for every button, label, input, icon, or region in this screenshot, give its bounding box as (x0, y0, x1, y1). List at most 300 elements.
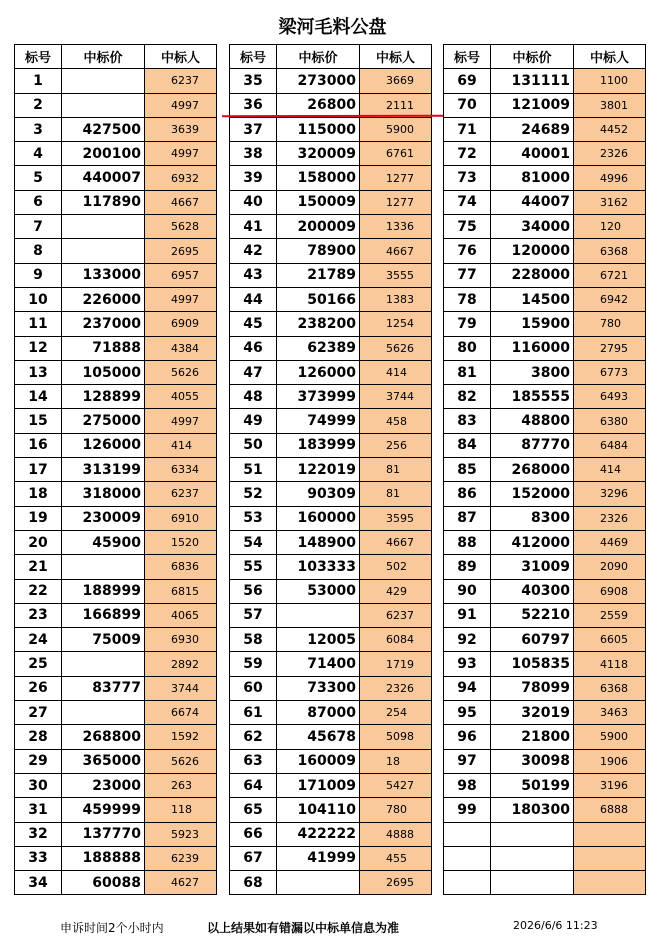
winner-id: 6773 (574, 360, 646, 384)
winning-price (277, 603, 360, 627)
table-row (444, 773, 646, 797)
winning-price: 116000 (491, 336, 574, 360)
page-title: 梁河毛料公盘 (278, 17, 387, 38)
table-row (15, 385, 217, 409)
table-row (15, 409, 217, 433)
winner-id: 1277 (360, 190, 432, 214)
winner-id: 2695 (360, 871, 432, 895)
winning-price: 32019 (491, 701, 574, 725)
table-row (230, 506, 432, 530)
table-row (444, 749, 646, 773)
winner-id: 5427 (360, 773, 432, 797)
winning-price: 237000 (62, 312, 145, 336)
winning-price: 422222 (277, 822, 360, 846)
table-row (230, 725, 432, 749)
winning-price: 60797 (491, 628, 574, 652)
lot-number: 82 (444, 385, 491, 409)
lot-number: 94 (444, 676, 491, 700)
winner-id: 6942 (574, 287, 646, 311)
lot-number: 97 (444, 749, 491, 773)
table-row (15, 798, 217, 822)
lot-number: 61 (230, 701, 277, 725)
lot-number: 58 (230, 628, 277, 652)
winner-id: 4667 (145, 190, 217, 214)
table-row (15, 117, 217, 141)
winning-price: 230009 (62, 506, 145, 530)
lot-number: 3 (15, 117, 62, 141)
table-row (444, 166, 646, 190)
winner-id: 6721 (574, 263, 646, 287)
table-row (230, 433, 432, 457)
lot-number: 42 (230, 239, 277, 263)
winner-id: 3639 (145, 117, 217, 141)
lot-number: 10 (15, 287, 62, 311)
winner-id: 414 (574, 458, 646, 482)
winning-price: 50199 (491, 773, 574, 797)
winning-price (491, 846, 574, 870)
table-row (230, 676, 432, 700)
lot-number: 77 (444, 263, 491, 287)
winner-id: 6836 (145, 555, 217, 579)
winning-price (62, 652, 145, 676)
table-row (230, 652, 432, 676)
winning-price: 62389 (277, 336, 360, 360)
winner-id: 6493 (574, 385, 646, 409)
winning-price (62, 215, 145, 239)
winner-id: 6910 (145, 506, 217, 530)
table-row (230, 336, 432, 360)
table-row (444, 482, 646, 506)
table-row (444, 603, 646, 627)
table-row (230, 482, 432, 506)
winner-id: 2559 (574, 603, 646, 627)
lot-number: 74 (444, 190, 491, 214)
winner-id: 4667 (360, 239, 432, 263)
lot-number: 25 (15, 652, 62, 676)
lot-number: 81 (444, 360, 491, 384)
lot-number: 93 (444, 652, 491, 676)
header-price: 中标价 (491, 45, 574, 69)
lot-number: 59 (230, 652, 277, 676)
lot-number: 86 (444, 482, 491, 506)
winner-id: 263 (145, 773, 217, 797)
lot-number: 23 (15, 603, 62, 627)
winning-price: 122019 (277, 458, 360, 482)
winner-id: 4667 (360, 530, 432, 554)
winning-price: 23000 (62, 773, 145, 797)
lot-number: 24 (15, 628, 62, 652)
lot-number: 73 (444, 166, 491, 190)
winning-price: 152000 (491, 482, 574, 506)
lot-number (444, 822, 491, 846)
winner-id: 254 (360, 701, 432, 725)
lot-number: 51 (230, 458, 277, 482)
lot-number: 47 (230, 360, 277, 384)
winner-id: 6237 (145, 69, 217, 93)
winner-id: 4469 (574, 530, 646, 554)
winning-price: 14500 (491, 287, 574, 311)
lot-number (444, 871, 491, 895)
winning-price: 126000 (277, 360, 360, 384)
winning-price: 87000 (277, 701, 360, 725)
lot-number: 31 (15, 798, 62, 822)
table-row (15, 287, 217, 311)
table-row (444, 579, 646, 603)
winner-id: 2795 (574, 336, 646, 360)
table-header-row (444, 45, 646, 69)
winning-price: 200100 (62, 142, 145, 166)
lot-number: 43 (230, 263, 277, 287)
table-row (444, 846, 646, 870)
lot-number: 85 (444, 458, 491, 482)
table-row (15, 555, 217, 579)
lot-number: 22 (15, 579, 62, 603)
winner-id: 6484 (574, 433, 646, 457)
lot-number: 90 (444, 579, 491, 603)
winner-id: 502 (360, 555, 432, 579)
winning-price: 34000 (491, 215, 574, 239)
table-row (230, 409, 432, 433)
lot-number: 68 (230, 871, 277, 895)
winning-price: 117890 (62, 190, 145, 214)
table-row (444, 530, 646, 554)
header-number: 标号 (230, 45, 277, 69)
table-row (15, 676, 217, 700)
lot-number: 33 (15, 846, 62, 870)
winner-id: 3555 (360, 263, 432, 287)
table-row (15, 458, 217, 482)
lot-number: 12 (15, 336, 62, 360)
winner-id: 120 (574, 215, 646, 239)
winner-id: 1520 (145, 530, 217, 554)
winning-price: 228000 (491, 263, 574, 287)
winning-price: 200009 (277, 215, 360, 239)
winner-id: 81 (360, 482, 432, 506)
table-row (230, 701, 432, 725)
winner-id: 5923 (145, 822, 217, 846)
winner-id: 6932 (145, 166, 217, 190)
table-row (15, 239, 217, 263)
winner-id: 2695 (145, 239, 217, 263)
table-row (15, 215, 217, 239)
winning-price: 40300 (491, 579, 574, 603)
winner-id: 6815 (145, 579, 217, 603)
winner-id: 6888 (574, 798, 646, 822)
winning-price: 183999 (277, 433, 360, 457)
winning-price: 150009 (277, 190, 360, 214)
winning-price: 44007 (491, 190, 574, 214)
winner-id: 1719 (360, 652, 432, 676)
winning-price: 87770 (491, 433, 574, 457)
lot-number: 44 (230, 287, 277, 311)
table-row (230, 846, 432, 870)
winner-id: 455 (360, 846, 432, 870)
disclaimer-note: 以上结果如有错漏以中标单信息为准 (207, 921, 400, 935)
table-row (15, 360, 217, 384)
winner-id: 4118 (574, 652, 646, 676)
lot-number: 9 (15, 263, 62, 287)
winning-price: 148900 (277, 530, 360, 554)
winning-price: 318000 (62, 482, 145, 506)
winning-price: 71888 (62, 336, 145, 360)
lot-number: 39 (230, 166, 277, 190)
table-row (444, 263, 646, 287)
winning-price: 268000 (491, 458, 574, 482)
table-row (444, 506, 646, 530)
table-header-row (15, 45, 217, 69)
table-row (15, 190, 217, 214)
lot-number: 49 (230, 409, 277, 433)
winning-price: 41999 (277, 846, 360, 870)
winning-price: 427500 (62, 117, 145, 141)
table-header-row (230, 45, 432, 69)
table-row (444, 117, 646, 141)
winning-price: 226000 (62, 287, 145, 311)
winner-id (574, 871, 646, 895)
lot-number: 2 (15, 93, 62, 117)
lot-number: 84 (444, 433, 491, 457)
winning-price: 373999 (277, 385, 360, 409)
winner-id: 3744 (360, 385, 432, 409)
table-row (230, 215, 432, 239)
winner-id: 1254 (360, 312, 432, 336)
table-row (230, 142, 432, 166)
lot-number: 99 (444, 798, 491, 822)
lot-number: 28 (15, 725, 62, 749)
winner-id: 2090 (574, 555, 646, 579)
winner-id: 1336 (360, 215, 432, 239)
lot-number: 38 (230, 142, 277, 166)
table-row (15, 312, 217, 336)
winning-price: 21800 (491, 725, 574, 749)
winning-price: 26800 (277, 93, 360, 117)
winner-id: 6237 (360, 603, 432, 627)
lot-number: 37 (230, 117, 277, 141)
lot-number: 91 (444, 603, 491, 627)
table-row (15, 433, 217, 457)
lot-number: 78 (444, 287, 491, 311)
winning-price: 313199 (62, 458, 145, 482)
lot-number: 89 (444, 555, 491, 579)
table-row (230, 69, 432, 93)
table-row (444, 628, 646, 652)
table-row (230, 458, 432, 482)
winning-price: 133000 (62, 263, 145, 287)
winning-price: 78099 (491, 676, 574, 700)
winner-id: 5626 (145, 360, 217, 384)
winner-id: 118 (145, 798, 217, 822)
lot-number: 20 (15, 530, 62, 554)
lot-number: 80 (444, 336, 491, 360)
lot-number: 5 (15, 166, 62, 190)
winning-price: 166899 (62, 603, 145, 627)
table-row (230, 798, 432, 822)
header-number: 标号 (444, 45, 491, 69)
lot-number: 4 (15, 142, 62, 166)
lot-number: 48 (230, 385, 277, 409)
table-row (15, 822, 217, 846)
winner-id: 4997 (145, 142, 217, 166)
lot-number: 79 (444, 312, 491, 336)
lot-number: 34 (15, 871, 62, 895)
table-row (444, 798, 646, 822)
table-row (444, 287, 646, 311)
winning-price: 21789 (277, 263, 360, 287)
winner-id: 6368 (574, 676, 646, 700)
lot-number: 11 (15, 312, 62, 336)
winning-price: 188888 (62, 846, 145, 870)
winner-id: 1100 (574, 69, 646, 93)
lot-number: 96 (444, 725, 491, 749)
winner-id: 5098 (360, 725, 432, 749)
lot-number: 60 (230, 676, 277, 700)
lot-number: 55 (230, 555, 277, 579)
winner-id: 1592 (145, 725, 217, 749)
winning-price: 188999 (62, 579, 145, 603)
table-row (444, 409, 646, 433)
lot-number: 46 (230, 336, 277, 360)
lot-number: 62 (230, 725, 277, 749)
lot-number: 83 (444, 409, 491, 433)
winning-price: 160000 (277, 506, 360, 530)
lot-number: 92 (444, 628, 491, 652)
timestamp: 2026/6/6 11:23 (513, 919, 598, 932)
results-table-2 (229, 44, 432, 895)
winner-id: 780 (360, 798, 432, 822)
winner-id: 414 (360, 360, 432, 384)
winner-id: 2326 (574, 142, 646, 166)
table-row (230, 628, 432, 652)
winner-id: 1383 (360, 287, 432, 311)
winning-price: 160009 (277, 749, 360, 773)
lot-number: 95 (444, 701, 491, 725)
winner-id: 6908 (574, 579, 646, 603)
winner-id: 4888 (360, 822, 432, 846)
table-row (15, 701, 217, 725)
table-row (444, 93, 646, 117)
winner-id: 5626 (145, 749, 217, 773)
winner-id: 2892 (145, 652, 217, 676)
winner-id: 5900 (360, 117, 432, 141)
winning-price: 180300 (491, 798, 574, 822)
table-row (15, 336, 217, 360)
winner-id: 4055 (145, 385, 217, 409)
winning-price: 3800 (491, 360, 574, 384)
winning-price (62, 239, 145, 263)
lot-number: 70 (444, 93, 491, 117)
winning-price (62, 701, 145, 725)
winner-id: 3801 (574, 93, 646, 117)
winning-price: 238200 (277, 312, 360, 336)
winner-id: 3669 (360, 69, 432, 93)
lot-number: 53 (230, 506, 277, 530)
winner-id: 6930 (145, 628, 217, 652)
lot-number: 65 (230, 798, 277, 822)
table-row (230, 579, 432, 603)
table-row (15, 846, 217, 870)
winning-price: 103333 (277, 555, 360, 579)
winning-price: 459999 (62, 798, 145, 822)
table-row (230, 773, 432, 797)
table-row (230, 190, 432, 214)
table-row (444, 239, 646, 263)
table-row (230, 166, 432, 190)
winner-id: 780 (574, 312, 646, 336)
winning-price: 105000 (62, 360, 145, 384)
winner-id: 4997 (145, 287, 217, 311)
table-row (15, 579, 217, 603)
lot-number: 54 (230, 530, 277, 554)
winner-id: 458 (360, 409, 432, 433)
table-row (230, 530, 432, 554)
winning-price: 268800 (62, 725, 145, 749)
lot-number: 52 (230, 482, 277, 506)
header-winner: 中标人 (360, 45, 432, 69)
winning-price: 73300 (277, 676, 360, 700)
lot-number: 15 (15, 409, 62, 433)
winning-price: 74999 (277, 409, 360, 433)
winner-id: 3296 (574, 482, 646, 506)
lot-number: 18 (15, 482, 62, 506)
table-row (444, 142, 646, 166)
winner-id: 6237 (145, 482, 217, 506)
lot-number: 72 (444, 142, 491, 166)
winning-price (491, 822, 574, 846)
lot-number: 19 (15, 506, 62, 530)
lot-number: 69 (444, 69, 491, 93)
winning-price: 171009 (277, 773, 360, 797)
results-table-3 (443, 44, 646, 895)
table-row (15, 871, 217, 895)
lot-number: 13 (15, 360, 62, 384)
table-row (230, 822, 432, 846)
winner-id: 429 (360, 579, 432, 603)
table-row (230, 385, 432, 409)
lot-number: 75 (444, 215, 491, 239)
winning-price: 45900 (62, 530, 145, 554)
winning-price: 273000 (277, 69, 360, 93)
winner-id: 3196 (574, 773, 646, 797)
winning-price (62, 69, 145, 93)
table-row (15, 725, 217, 749)
appeal-time-note: 申诉时间2个小时内 (60, 921, 164, 935)
winning-price: 131111 (491, 69, 574, 93)
winning-price (62, 93, 145, 117)
winning-price: 60088 (62, 871, 145, 895)
lot-number: 29 (15, 749, 62, 773)
winning-price: 81000 (491, 166, 574, 190)
winning-price: 137770 (62, 822, 145, 846)
winning-price: 31009 (491, 555, 574, 579)
winner-id: 1906 (574, 749, 646, 773)
lot-number: 66 (230, 822, 277, 846)
winner-id: 6761 (360, 142, 432, 166)
winning-price: 83777 (62, 676, 145, 700)
table-row (230, 287, 432, 311)
winning-price: 8300 (491, 506, 574, 530)
winner-id: 6909 (145, 312, 217, 336)
winner-id: 3744 (145, 676, 217, 700)
lot-number (444, 846, 491, 870)
winner-id: 6368 (574, 239, 646, 263)
lot-number: 41 (230, 215, 277, 239)
winner-id: 4997 (145, 409, 217, 433)
winner-id: 4384 (145, 336, 217, 360)
winning-price: 40001 (491, 142, 574, 166)
lot-number: 76 (444, 239, 491, 263)
winning-price: 104110 (277, 798, 360, 822)
table-row (444, 433, 646, 457)
